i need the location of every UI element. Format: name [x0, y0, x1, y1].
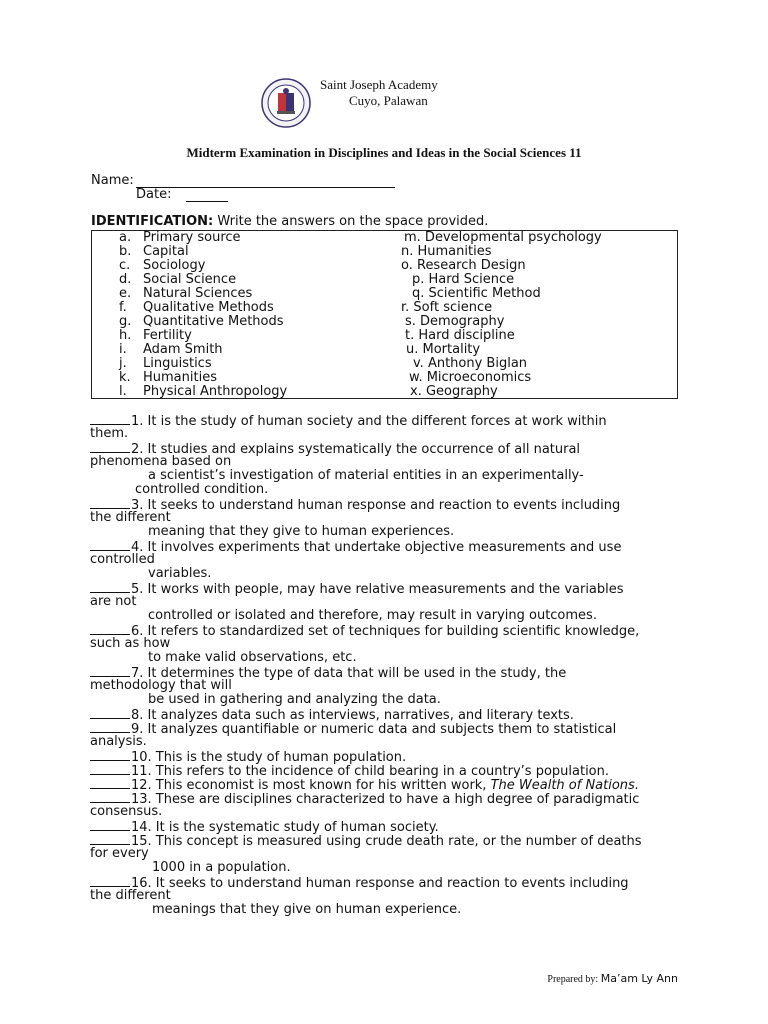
question-text: 11. This refers to the incidence of child bearing in a country’s population. [131, 764, 610, 779]
choice-right: q. Scientific Method [412, 286, 541, 301]
question-4 [90, 539, 621, 555]
choice-right: u. Mortality [406, 342, 481, 357]
question-text: 1. It is the study of human society and the different forces at work within [131, 414, 607, 429]
question-text-cont: such as how [90, 636, 171, 651]
question-text: 3. It seeks to understand human response and reaction to events including [131, 498, 621, 513]
choice-right: m. Developmental psychology [404, 230, 602, 245]
choice-term: Humanities [143, 370, 217, 385]
question-text-cont: consensus. [90, 804, 163, 819]
date-answer-line[interactable] [186, 201, 228, 202]
choice-letter: j. [119, 356, 127, 371]
school-seal-logo [261, 78, 311, 128]
exam-title: Midterm Examination in Disciplines and Ideas in the Social Sciences 11 [186, 145, 582, 160]
choice-letter: e. [119, 286, 132, 301]
question-text-cont: methodology that will [90, 678, 232, 693]
choice-term: Sociology [143, 258, 206, 273]
choice-right: x. Geography [410, 384, 498, 399]
answer-blank[interactable] [90, 539, 130, 551]
question-text-cont: controlled or isolated and therefore, may result in varying outcomes. [148, 608, 597, 623]
question-16 [90, 875, 629, 891]
choice-right: t. Hard discipline [405, 328, 515, 343]
answer-blank[interactable] [90, 707, 130, 719]
question-text-cont: meanings that they give on human experience. [152, 902, 462, 917]
choice-letter: d. [119, 272, 132, 287]
identification-text: Write the answers on the space provided. [213, 214, 489, 229]
prepared-by-name: Ma’am Ly Ann [600, 972, 678, 985]
answer-blank[interactable] [90, 875, 130, 887]
choice-term: Fertility [143, 328, 192, 343]
prepared-by-label: Prepared by: [547, 974, 601, 985]
identification-instruction [91, 215, 488, 229]
question-text: 10. This is the study of human population. [131, 750, 407, 765]
question-text: 2. It studies and explains systematically the occurrence of all natural [131, 442, 581, 457]
choice-term: Capital [143, 244, 189, 259]
choice-term: Linguistics [143, 356, 212, 371]
choice-letter: i. [119, 342, 127, 357]
choice-right: o. Research Design [401, 258, 526, 273]
question-text-cont: analysis. [90, 734, 147, 749]
question-6 [90, 623, 639, 639]
question-1 [90, 413, 607, 429]
identification-label: IDENTIFICATION: [91, 214, 214, 229]
question-text: 13. These are disciplines characterized to have a high degree of paradigmatic [131, 792, 640, 807]
date-label: Date: [136, 187, 172, 202]
question-text: 15. This concept is measured using crude death rate, or the number of deaths [131, 834, 642, 849]
question-text-cont: are not [90, 594, 137, 609]
school-location: Cuyo, Palawan [349, 93, 428, 108]
school-name: Saint Joseph Academy [320, 77, 438, 92]
question-15 [90, 833, 642, 849]
answer-blank[interactable] [90, 441, 130, 453]
answer-blank[interactable] [90, 791, 130, 803]
answer-blank[interactable] [90, 777, 130, 789]
choice-letter: h. [119, 328, 132, 343]
question-text-cont: phenomena based on [90, 454, 232, 469]
choice-letter: b. [119, 244, 132, 259]
answer-blank[interactable] [90, 623, 130, 635]
question-text-cont: variables. [148, 566, 212, 581]
question-text: 7. It determines the type of data that will be used in the study, the [131, 666, 567, 681]
choice-right: w. Microeconomics [409, 370, 532, 385]
answer-blank[interactable] [90, 819, 130, 831]
prepared-by [547, 972, 678, 987]
question-text-cont: to make valid observations, etc. [148, 650, 357, 665]
choice-letter: g. [119, 314, 132, 329]
question-text: 12. This economist is most known for his written work, [131, 778, 491, 793]
answer-blank[interactable] [90, 665, 130, 677]
question-text-cont: be used in gathering and analyzing the data. [148, 692, 441, 707]
choice-letter: c. [119, 258, 131, 273]
answer-blank[interactable] [90, 749, 130, 761]
answer-blank[interactable] [90, 581, 130, 593]
choice-right: n. Humanities [401, 244, 492, 259]
name-label: Name: [91, 173, 134, 188]
choice-right: r. Soft science [401, 300, 493, 315]
question-text: 5. It works with people, may have relative measurements and the variables [131, 582, 624, 597]
question-text-cont: the different [90, 888, 171, 903]
choice-right: p. Hard Science [412, 272, 515, 287]
choice-term: Qualitative Methods [143, 300, 274, 315]
question-text-cont: controlled condition. [135, 482, 269, 497]
question-text: 4. It involves experiments that undertake objective measurements and use [131, 540, 622, 555]
choice-letter: l. [119, 384, 127, 399]
choice-letter: a. [119, 230, 132, 245]
choice-right: s. Demography [405, 314, 505, 329]
question-text: 8. It analyzes data such as interviews, narratives, and literary texts. [131, 708, 574, 723]
question-text-cont: controlled [90, 552, 155, 567]
choice-term: Quantitative Methods [143, 314, 284, 329]
question-text-cont: a scientist’s investigation of material entities in an experimentally- [148, 468, 584, 483]
answer-blank[interactable] [90, 833, 130, 845]
question-text: 9. It analyzes quantifiable or numeric data and subjects them to statistical [131, 722, 617, 737]
question-text-cont: for every [90, 846, 149, 861]
question-text: 6. It refers to standardized set of techniques for building scientific knowledge, [131, 624, 640, 639]
question-text-cont: meaning that they give to human experiences. [148, 524, 455, 539]
choice-letter: f. [119, 300, 127, 315]
question-text: 16. It seeks to understand human response and reaction to events including [131, 876, 629, 891]
choice-term: Natural Sciences [143, 286, 253, 301]
choice-right: v. Anthony Biglan [413, 356, 528, 371]
question-text-cont: the different [90, 510, 171, 525]
question-text: 14. It is the systematic study of human society. [131, 820, 439, 835]
choice-term: Physical Anthropology [143, 384, 288, 399]
question-text-cont: 1000 in a population. [152, 860, 291, 875]
answer-blank[interactable] [90, 413, 130, 425]
choice-letter: k. [119, 370, 131, 385]
question-text-cont: them. [90, 426, 129, 441]
book-title: The Wealth of Nations. [490, 778, 639, 793]
answer-blank[interactable] [90, 763, 130, 775]
question-5 [90, 581, 624, 597]
name-answer-line[interactable] [136, 187, 395, 188]
choice-term: Adam Smith [143, 342, 223, 357]
choice-term: Primary source [143, 230, 241, 245]
question-13 [90, 791, 639, 807]
question-9 [90, 721, 616, 737]
answer-blank[interactable] [90, 497, 130, 509]
choice-term: Social Science [143, 272, 237, 287]
answer-blank[interactable] [90, 721, 130, 733]
